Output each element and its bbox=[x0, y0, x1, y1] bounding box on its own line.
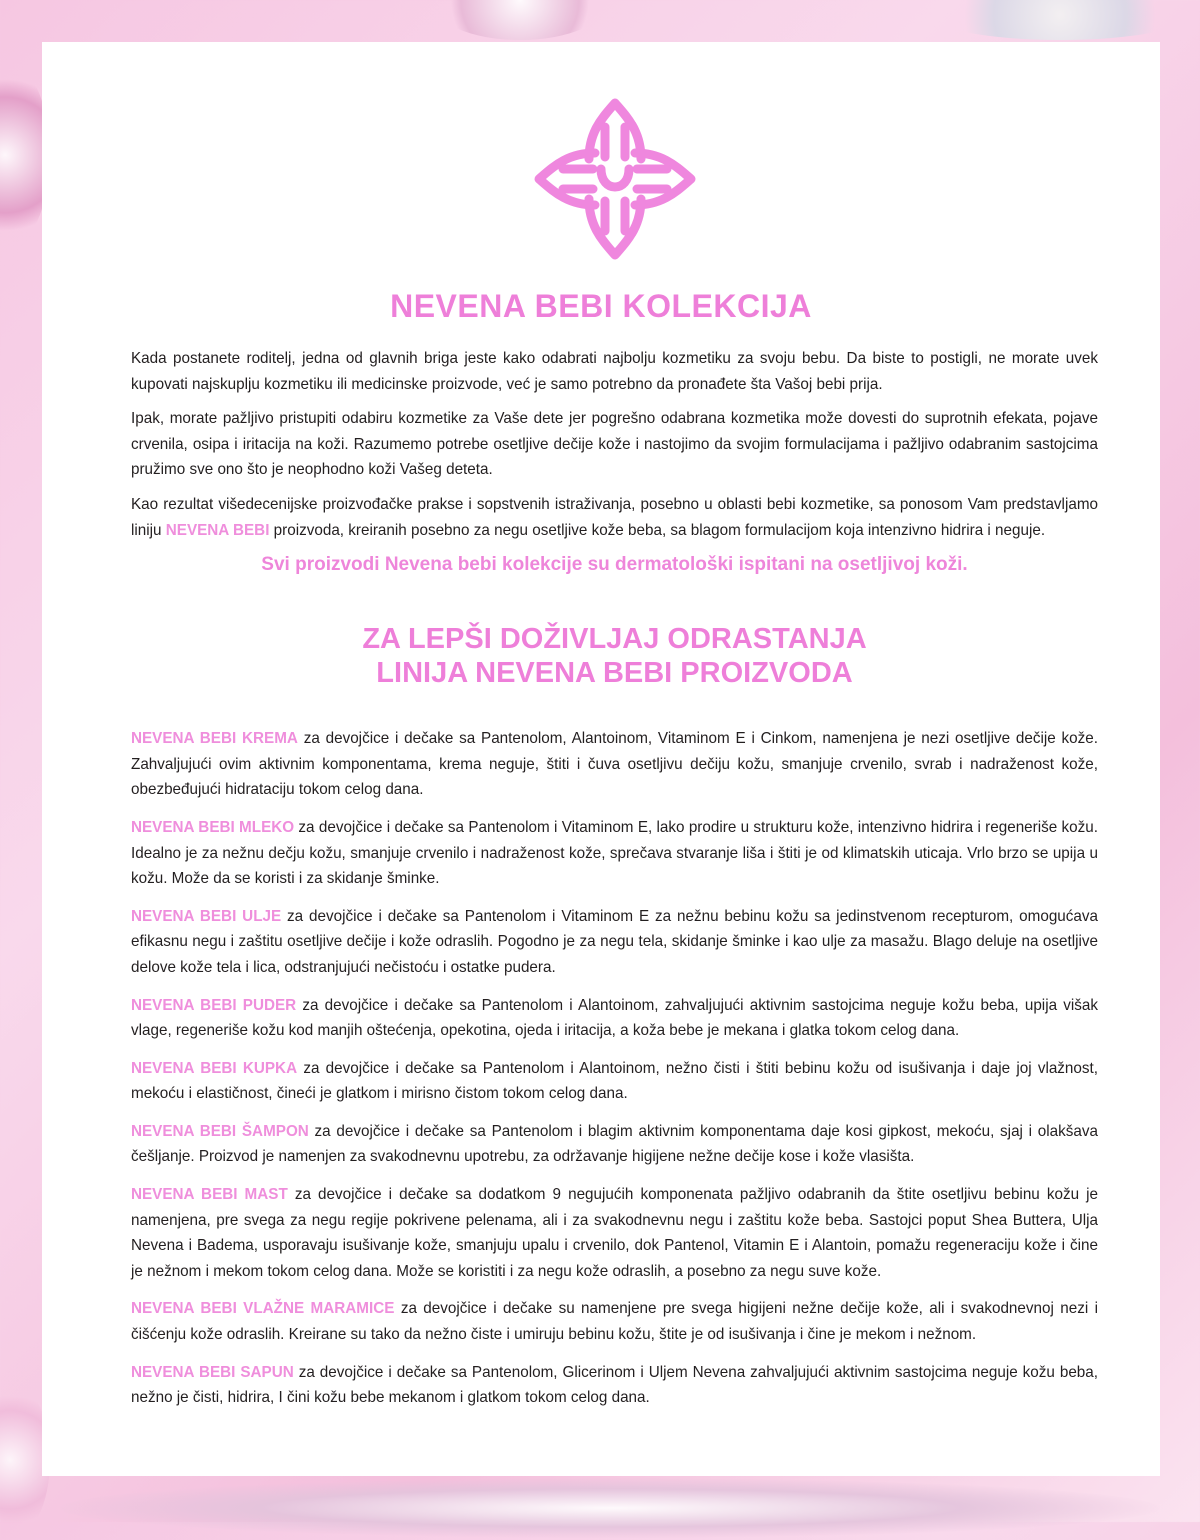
section-heading bbox=[131, 622, 1098, 690]
section-heading-line-1: ZA LEPŠI DOŽIVLJAJ ODRASTANJA bbox=[362, 623, 867, 656]
list-item bbox=[131, 1296, 1098, 1347]
product-name: NEVENA BEBI SAPUN bbox=[131, 1363, 294, 1381]
brand-highlight: NEVENA BEBI bbox=[165, 521, 270, 539]
product-name: NEVENA BEBI ŠAMPON bbox=[131, 1122, 309, 1140]
page-title: NEVENA BEBI KOLEKCIJA bbox=[390, 288, 812, 324]
list-item bbox=[131, 993, 1098, 1044]
product-description: za devojčice i dečake sa Pantenolom i blagim aktivnim komponentama daje kosi gipkost, mekoću, sjaj i olakšava češljanje. Proizvod je namenjen za svakodnevnu upotrebu, za održavanje higijene nežne dečije kose i kože vlasišta. bbox=[131, 1122, 1098, 1166]
product-description: za devojčice i dečake sa Pantenolom i Vitaminom E za nežnu bebinu kožu sa jedinstvenom recepturom, omogućava efikasnu negu i zaštitu osetljive dečije i kože odraslih. Pogodno je za negu tela, skidanje šminke i kao ulje za masažu. Blago deluje na osetljive delove kože tela i lica, odstranjujući nečistoću i ostatke pudera. bbox=[131, 907, 1098, 976]
product-name: NEVENA BEBI ULJE bbox=[131, 907, 282, 925]
product-name: NEVENA BEBI MLEKO bbox=[131, 818, 295, 836]
intro-paragraph-1: Kada postanete roditelj, jedna od glavnih briga jeste kako odabrati najbolju kozmetiku za svoju bebu. Da biste to postigli, ne morate uvek kupovati najskuplju kozmetiku ili medicinske proizvode, već je samo potrebno da pronađete šta Vašoj bebi prija. bbox=[131, 350, 1098, 393]
product-description: za devojčice i dečake su namenjene pre svega higijeni nežne dečije kože, ali i svakodnevnoj nezi i čišćenju kože odraslih. Kreirane su tako da nežno čiste i umiruju bebinu kožu, štite je od isušivanja i čine je mekom i nežnom. bbox=[131, 1300, 1098, 1344]
product-description: za devojčice i dečake sa Pantenolom i Alantoinom, zahvaljujući aktivnim sastojcima neguje kožu beba, upija višak vlage, regeneriše kožu kod manjih oštećenja, opekotina, ojeda i iritacija, a koža bebe je mekana i glatka tokom celog dana. bbox=[131, 996, 1098, 1040]
list-item bbox=[131, 1119, 1098, 1170]
intro-paragraph-2: Ipak, morate pažljivo pristupiti odabiru kozmetike za Vaše dete jer pogrešno odabrana kozmetika može dovesti do suprotnih efekata, pojave crvenila, osipa i iritacija na koži. Razumemo potrebe osetljive dečije kože i nastojimo da svojim formulacijama i pažljivo odabranim sastojcima pružimo sve ono što je neophodno koži Vašeg deteta. bbox=[131, 410, 1098, 479]
product-name: NEVENA BEBI KREMA bbox=[131, 730, 298, 748]
product-description: za devojčice i dečake sa Pantenolom, Alantoinom, Vitaminom E i Cinkom, namenjena je nezi osetljive dečije kože. Zahvaljujući ovim aktivnim komponentama, krema neguje, štiti i čuva osetljivu dečiju kožu, smanjuje crvenilo, svrab i nadraženost kože, obezbeđujući hidrataciju tokom celog dana. bbox=[131, 730, 1098, 799]
list-item bbox=[131, 726, 1098, 803]
product-name: NEVENA BEBI PUDER bbox=[131, 996, 297, 1014]
list-item bbox=[131, 904, 1098, 981]
product-list bbox=[131, 726, 1098, 1411]
product-name: NEVENA BEBI KUPKA bbox=[131, 1059, 298, 1077]
main-content bbox=[131, 346, 1098, 1423]
product-description: za devojčice i dečake sa Pantenolom i Alantoinom, nežno čisti i štiti bebinu kožu od isušivanja i daje joj vlažnost, mekoću i elastičnost, čineći je glatkom i mirisno čistom tokom celog dana. bbox=[131, 1059, 1098, 1103]
intro-paragraph-3 bbox=[131, 492, 1098, 543]
flower-logo-icon bbox=[530, 94, 700, 264]
content-card bbox=[42, 42, 1160, 1476]
product-description: za devojčice i dečake sa Pantenolom, Glicerinom i Uljem Nevena zahvaljujući aktivnim sastojcima neguje kožu beba, nežno je čisti, hidrira, I čini kožu bebe mekanom i glatkom tokom celog dana. bbox=[131, 1363, 1098, 1407]
product-description: za devojčice i dečake sa Pantenolom i Vitaminom E, lako prodire u strukturu kože, intenzivno hidrira i regeneriše kožu. Idealno je za nežnu dečju kožu, smanjuje crvenilo i nadraženost kože, sprečava stvaranje liša i štiti je od klimatskih uticaja. Vrlo brzo se upija u kožu. Može da se koristi i za skidanje šminke. bbox=[131, 818, 1098, 888]
decor-ornament-top bbox=[430, 0, 610, 40]
dermatology-tagline: Svi proizvodi Nevena bebi kolekcije su dermatološki ispitani na osetljivoj koži. bbox=[261, 554, 968, 576]
decor-glitter-bottom bbox=[60, 1478, 1160, 1538]
intro-paragraph-3-after: proizvoda, kreiranih posebno za negu osetljive kože beba, sa blagom formulacijom koja intenzivno hidrira i neguje. bbox=[269, 521, 1046, 539]
decor-glitter-top-right bbox=[930, 0, 1190, 40]
section-heading-line-2: LINIJA NEVENA BEBI PROIZVODA bbox=[376, 657, 853, 690]
intro-paragraph-3-before: Kao rezultat višedecenijske proizvođačke prakse i sopstvenih istraživanja, posebno u oblasti bebi kozmetike, sa ponosom Vam predstavljamo liniju bbox=[131, 495, 1098, 539]
product-name: NEVENA BEBI MAST bbox=[131, 1186, 288, 1204]
list-item bbox=[131, 1056, 1098, 1107]
product-name: NEVENA BEBI VLAŽNE MARAMICE bbox=[131, 1300, 395, 1318]
list-item bbox=[131, 1182, 1098, 1284]
product-description: za devojčice i dečake sa dodatkom 9 negujućih komponenata pažljivo odabranih da štite osetljivu bebinu kožu je namenjena, pre svega za negu regije pokrivene pelenama, ali i za svakodnevnu negu i zaštitu kože beba. Sastojci poput Shea Buttera, Ulja Nevena i Badema, usporavaju isušivanje kože, smanjuju upalu i crvenilo, dok Pantenol, Vitamin E i Alantoin, pomažu regeneraciju kože i čine je nežnom i mekom tokom celog dana. Može se koristiti i za negu kože odraslih, a posebno za negu suve kože. bbox=[131, 1186, 1098, 1280]
list-item bbox=[131, 1360, 1098, 1411]
list-item bbox=[131, 815, 1098, 892]
